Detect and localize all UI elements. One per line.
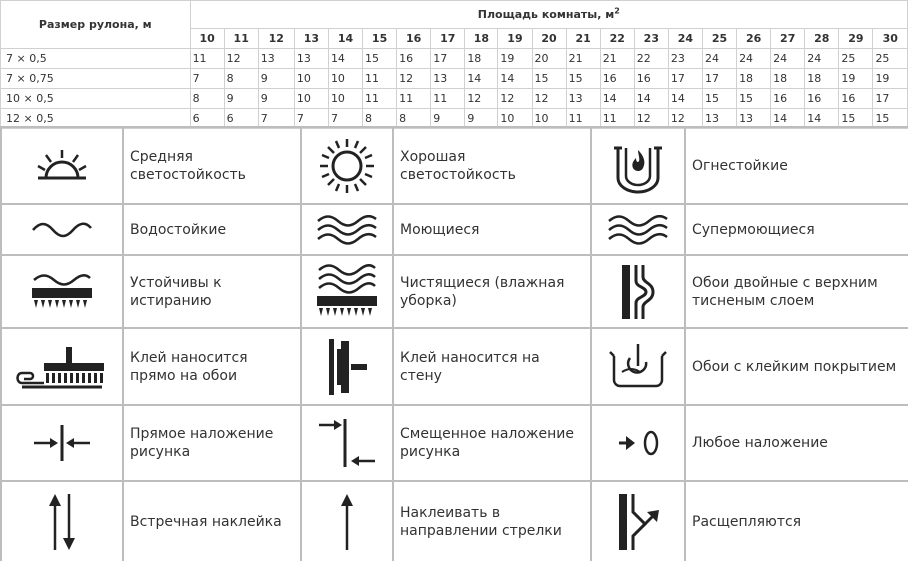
area-column-header: 28	[805, 29, 839, 49]
roll-count-cell: 7	[328, 109, 362, 129]
roll-count-cell: 24	[805, 49, 839, 69]
area-column-header: 26	[737, 29, 771, 49]
roll-count-cell: 13	[431, 69, 465, 89]
roll-count-cell: 11	[363, 69, 397, 89]
roll-count-cell: 11	[363, 89, 397, 109]
roll-count-cell: 12	[498, 89, 532, 109]
roll-count-cell: 17	[431, 49, 465, 69]
roll-count-cell: 12	[397, 69, 431, 89]
legend-label: Чистящиеся (влажная уборка)	[393, 255, 591, 328]
roll-count-cell: 6	[224, 109, 258, 129]
roll-count-cell: 14	[600, 89, 634, 109]
area-column-header: 13	[294, 29, 328, 49]
triple-wave-bold-icon	[591, 204, 685, 255]
legend-label: Супермоющиеся	[685, 204, 908, 255]
room-area-header-sup: 2	[614, 6, 620, 16]
roll-count-cell: 14	[328, 49, 362, 69]
roll-count-cell: 15	[363, 49, 397, 69]
wave-brush-icon	[1, 255, 123, 328]
area-column-header: 22	[600, 29, 634, 49]
roll-count-cell: 17	[668, 69, 702, 89]
roll-count-cell: 10	[328, 89, 362, 109]
roll-count-cell: 8	[190, 89, 224, 109]
single-wave-icon	[1, 204, 123, 255]
triple-wave-icon	[301, 204, 393, 255]
legend-label: Обои с клейким покрытием	[685, 328, 908, 405]
area-column-header: 18	[465, 29, 498, 49]
roll-count-cell: 14	[498, 69, 532, 89]
roll-count-cell: 12	[668, 109, 702, 129]
roll-count-cell: 18	[465, 49, 498, 69]
roll-count-cell: 14	[805, 109, 839, 129]
area-column-header: 17	[431, 29, 465, 49]
table-row	[1, 49, 908, 69]
legend-label: Наклеивать в направлении стрелки	[393, 481, 591, 561]
roll-count-cell: 6	[190, 109, 224, 129]
roll-count-cell: 8	[224, 69, 258, 89]
legend-label: Прямое наложение рисунка	[123, 405, 301, 481]
roll-count-cell: 17	[702, 69, 736, 89]
table-row	[1, 89, 908, 109]
roll-count-cell: 24	[737, 49, 771, 69]
roll-count-cell: 16	[771, 89, 805, 109]
roll-size-cell: 7 × 0,75	[1, 69, 191, 89]
legend-label: Клей наносится на стену	[393, 328, 591, 405]
roll-count-cell: 25	[873, 49, 908, 69]
waves-brush-icon	[301, 255, 393, 328]
arrow-direction-icon	[301, 481, 393, 561]
roll-count-cell: 10	[498, 109, 532, 129]
area-column-header: 20	[532, 29, 566, 49]
roll-count-cell: 16	[805, 89, 839, 109]
roll-count-cell: 9	[431, 109, 465, 129]
roll-rows	[1, 49, 908, 129]
roll-count-cell: 16	[397, 49, 431, 69]
area-column-header: 29	[839, 29, 873, 49]
roll-size-cell: 12 × 0,5	[1, 109, 191, 129]
roll-count-cell: 11	[431, 89, 465, 109]
roll-count-cell: 7	[294, 109, 328, 129]
roll-count-cell: 11	[190, 49, 224, 69]
legend-label: Смещенное наложение рисунка	[393, 405, 591, 481]
reverse-hanging-icon	[1, 481, 123, 561]
legend-label: Расщепляются	[685, 481, 908, 561]
area-column-header: 25	[702, 29, 736, 49]
legend-label: Клей наносится прямо на обои	[123, 328, 301, 405]
roll-count-cell: 14	[668, 89, 702, 109]
roll-count-cell: 11	[397, 89, 431, 109]
roll-count-cell: 13	[294, 49, 328, 69]
free-match-icon	[591, 405, 685, 481]
roll-count-cell: 7	[190, 69, 224, 89]
roll-count-cell: 9	[258, 69, 294, 89]
roll-count-cell: 12	[634, 109, 668, 129]
roll-count-cell: 9	[465, 109, 498, 129]
roll-count-cell: 16	[634, 69, 668, 89]
legend-label: Моющиеся	[393, 204, 591, 255]
symbols-legend	[0, 126, 908, 561]
roll-count-cell: 20	[532, 49, 566, 69]
roll-count-cell: 10	[294, 69, 328, 89]
straight-match-icon	[1, 405, 123, 481]
roll-count-cell: 15	[532, 69, 566, 89]
roll-count-cell: 16	[839, 89, 873, 109]
roll-count-cell: 15	[873, 109, 908, 129]
roll-count-cell: 18	[805, 69, 839, 89]
roll-count-cell: 15	[702, 89, 736, 109]
roll-count-cell: 22	[634, 49, 668, 69]
roll-count-cell: 12	[465, 89, 498, 109]
roll-count-cell: 15	[839, 109, 873, 129]
roll-count-cell: 21	[566, 49, 600, 69]
area-column-header: 23	[634, 29, 668, 49]
roll-size-table	[0, 0, 908, 129]
roll-size-cell: 7 × 0,5	[1, 49, 191, 69]
area-column-header: 19	[498, 29, 532, 49]
offset-match-icon	[301, 405, 393, 481]
area-column-header: 16	[397, 29, 431, 49]
area-column-header: 27	[771, 29, 805, 49]
legend-label: Любое наложение	[685, 405, 908, 481]
roll-count-cell: 10	[532, 109, 566, 129]
roll-count-cell: 7	[258, 109, 294, 129]
sun-icon	[301, 127, 393, 204]
roll-count-cell: 24	[702, 49, 736, 69]
roll-count-cell: 17	[873, 89, 908, 109]
legend-label: Обои двойные с верхним тисненым слоем	[685, 255, 908, 328]
legend-label: Хорошая светостойкость	[393, 127, 591, 204]
roll-count-cell: 19	[498, 49, 532, 69]
roll-count-cell: 13	[566, 89, 600, 109]
roll-count-cell: 12	[532, 89, 566, 109]
paste-on-paper-icon	[1, 328, 123, 405]
area-column-header: 21	[566, 29, 600, 49]
area-column-header: 14	[328, 29, 362, 49]
area-column-header: 24	[668, 29, 702, 49]
roll-count-cell: 9	[258, 89, 294, 109]
roll-count-cell: 9	[224, 89, 258, 109]
roll-count-cell: 14	[771, 109, 805, 129]
half-sun-icon	[1, 127, 123, 204]
roll-size-header: Размер рулона, м	[1, 1, 191, 49]
room-area-header-text: Площадь комнаты, м	[477, 8, 615, 21]
roll-count-cell: 14	[634, 89, 668, 109]
roll-count-cell: 19	[839, 69, 873, 89]
area-column-header: 12	[258, 29, 294, 49]
legend-label: Средняя светостойкость	[123, 127, 301, 204]
roll-count-cell: 23	[668, 49, 702, 69]
area-column-header: 10	[190, 29, 224, 49]
roll-count-cell: 13	[702, 109, 736, 129]
roll-count-cell: 13	[258, 49, 294, 69]
roll-count-cell: 16	[600, 69, 634, 89]
roll-count-cell: 11	[566, 109, 600, 129]
roll-count-cell: 18	[771, 69, 805, 89]
roll-count-cell: 24	[771, 49, 805, 69]
legend-label: Встречная наклейка	[123, 481, 301, 561]
roll-count-cell: 8	[363, 109, 397, 129]
roll-size-cell: 10 × 0,5	[1, 89, 191, 109]
double-layer-icon	[591, 255, 685, 328]
roll-count-cell: 19	[873, 69, 908, 89]
area-column-header: 11	[224, 29, 258, 49]
legend-label: Огнестойкие	[685, 127, 908, 204]
roll-count-cell: 15	[737, 89, 771, 109]
roll-count-cell: 11	[600, 109, 634, 129]
table-row	[1, 69, 908, 89]
roll-count-cell: 10	[328, 69, 362, 89]
legend-label: Устойчивы к истиранию	[123, 255, 301, 328]
roll-count-cell: 10	[294, 89, 328, 109]
roll-count-cell: 14	[465, 69, 498, 89]
legend-label: Водостойкие	[123, 204, 301, 255]
prepasted-icon	[591, 328, 685, 405]
area-column-header: 15	[363, 29, 397, 49]
roll-count-cell: 15	[566, 69, 600, 89]
paste-on-wall-icon	[301, 328, 393, 405]
fire-resistant-icon	[591, 127, 685, 204]
peelable-icon	[591, 481, 685, 561]
roll-count-cell: 8	[397, 109, 431, 129]
roll-count-cell: 21	[600, 49, 634, 69]
room-area-header	[190, 1, 907, 29]
roll-count-cell: 13	[737, 109, 771, 129]
roll-count-cell: 25	[839, 49, 873, 69]
roll-count-cell: 12	[224, 49, 258, 69]
roll-count-cell: 18	[737, 69, 771, 89]
area-column-header: 30	[873, 29, 908, 49]
